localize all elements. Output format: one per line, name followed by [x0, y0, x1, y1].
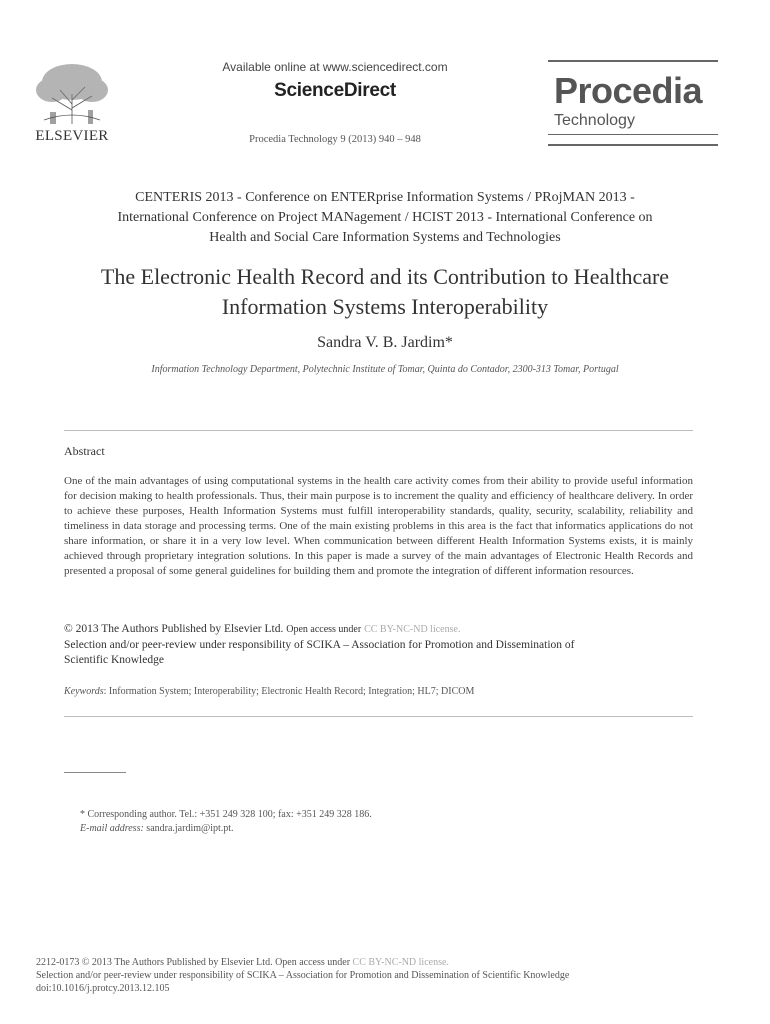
footnote-divider: [64, 772, 126, 773]
bottom-selection-line: Selection and/or peer-review under responsibility of SCIKA – Association for Promotion and Dissemination of Scientific Knowledge: [36, 970, 570, 981]
abstract-bottom-divider: [64, 716, 693, 717]
bottom-license-link[interactable]: CC BY-NC-ND license.: [352, 957, 449, 968]
doi[interactable]: doi:10.1016/j.protcy.2013.12.105: [36, 983, 170, 994]
copyright-text: © 2013 The Authors Published by Elsevier Ltd.: [64, 623, 284, 635]
corresponding-author-note: * Corresponding author. Tel.: +351 249 328 100; fax: +351 249 328 186.: [80, 809, 372, 820]
abstract-heading: Abstract: [64, 444, 105, 458]
footnote: [80, 808, 680, 836]
open-access-text: Open access under: [286, 624, 362, 635]
elsevier-wordmark: ELSEVIER: [35, 128, 109, 144]
procedia-logo: [548, 60, 718, 150]
procedia-top-rule: [548, 60, 718, 62]
procedia-bottom-rule: [548, 144, 718, 146]
author-name: Sandra V. B. Jardim*: [317, 334, 453, 351]
keywords-label: Keywords: [64, 686, 104, 697]
conference-line-3: Health and Social Care Information Systems and Technologies: [209, 230, 561, 245]
paper-title-line-2: Information Systems Interoperability: [221, 294, 549, 319]
abstract-body: One of the main advantages of using computational systems in the health care activity comes from their ability to provide useful information for decision making to health professionals. Thus, their main purpose is to increment the quality and efficiency of healthcare delivery. In order to achieve these purposes, Health Information Systems must fulfill interoperability standards, quality, security, scalability, reliability and timeliness in data storage and processing terms. One of the main existing problems in this area is the fact that informatics applications do not share information, or share it in a very low level. When communication between different Health Information Systems exists, it is mainly achieved through proprietary integration solutions. In this paper is made a survey of the main advantages of Electronic Health Records and presented a proposal of some general guidelines for building them and promote the integration of different information resources.: [64, 475, 693, 577]
available-online-text: Available online at www.sciencedirect.com: [222, 60, 448, 74]
paper-title-line-1: The Electronic Health Record and its Contribution to Healthcare: [100, 264, 670, 289]
conference-line-1: CENTERIS 2013 - Conference on ENTERprise Information Systems / PRojMAN 2013 -: [135, 190, 635, 205]
keywords: [64, 686, 693, 697]
abstract-top-divider: [64, 430, 693, 431]
elsevier-tree-icon: [22, 60, 122, 128]
paper-title: [40, 262, 730, 322]
issn-line: [36, 956, 736, 969]
conference-info: [60, 188, 710, 248]
copyright-block: [64, 622, 693, 669]
procedia-subtitle: Technology: [554, 112, 635, 129]
email-address[interactable]: sandra.jardim@ipt.pt.: [146, 823, 234, 834]
issn-text: 2212-0173 © 2013 The Authors Published by Elsevier Ltd. Open access under: [36, 957, 351, 968]
email-label: E-mail address:: [80, 823, 144, 834]
license-link[interactable]: CC BY-NC-ND license.: [364, 624, 461, 635]
sciencedirect-logo: ScienceDirect: [274, 80, 396, 101]
author-affiliation: Information Technology Department, Polytechnic Institute of Tomar, Quinta do Contador, 2300-313 Tomar, Portugal: [151, 364, 619, 375]
selection-line-2: Scientific Knowledge: [64, 654, 164, 666]
email-line: [80, 822, 680, 836]
journal-reference: Procedia Technology 9 (2013) 940 – 948: [249, 134, 421, 145]
procedia-title: Procedia: [554, 70, 703, 111]
procedia-middle-rule: [548, 134, 718, 135]
conference-line-2: International Conference on Project MANagement / HCIST 2013 - International Conference on: [117, 210, 653, 225]
bottom-publication-info: [36, 956, 736, 995]
copyright-line: [64, 622, 693, 638]
selection-line-1: Selection and/or peer-review under responsibility of SCIKA – Association for Promotion and Dissemination of: [64, 638, 575, 651]
elsevier-logo: [22, 60, 122, 150]
keywords-values: : Information System; Interoperability; Electronic Health Record; Integration; HL7; DICOM: [103, 686, 475, 697]
